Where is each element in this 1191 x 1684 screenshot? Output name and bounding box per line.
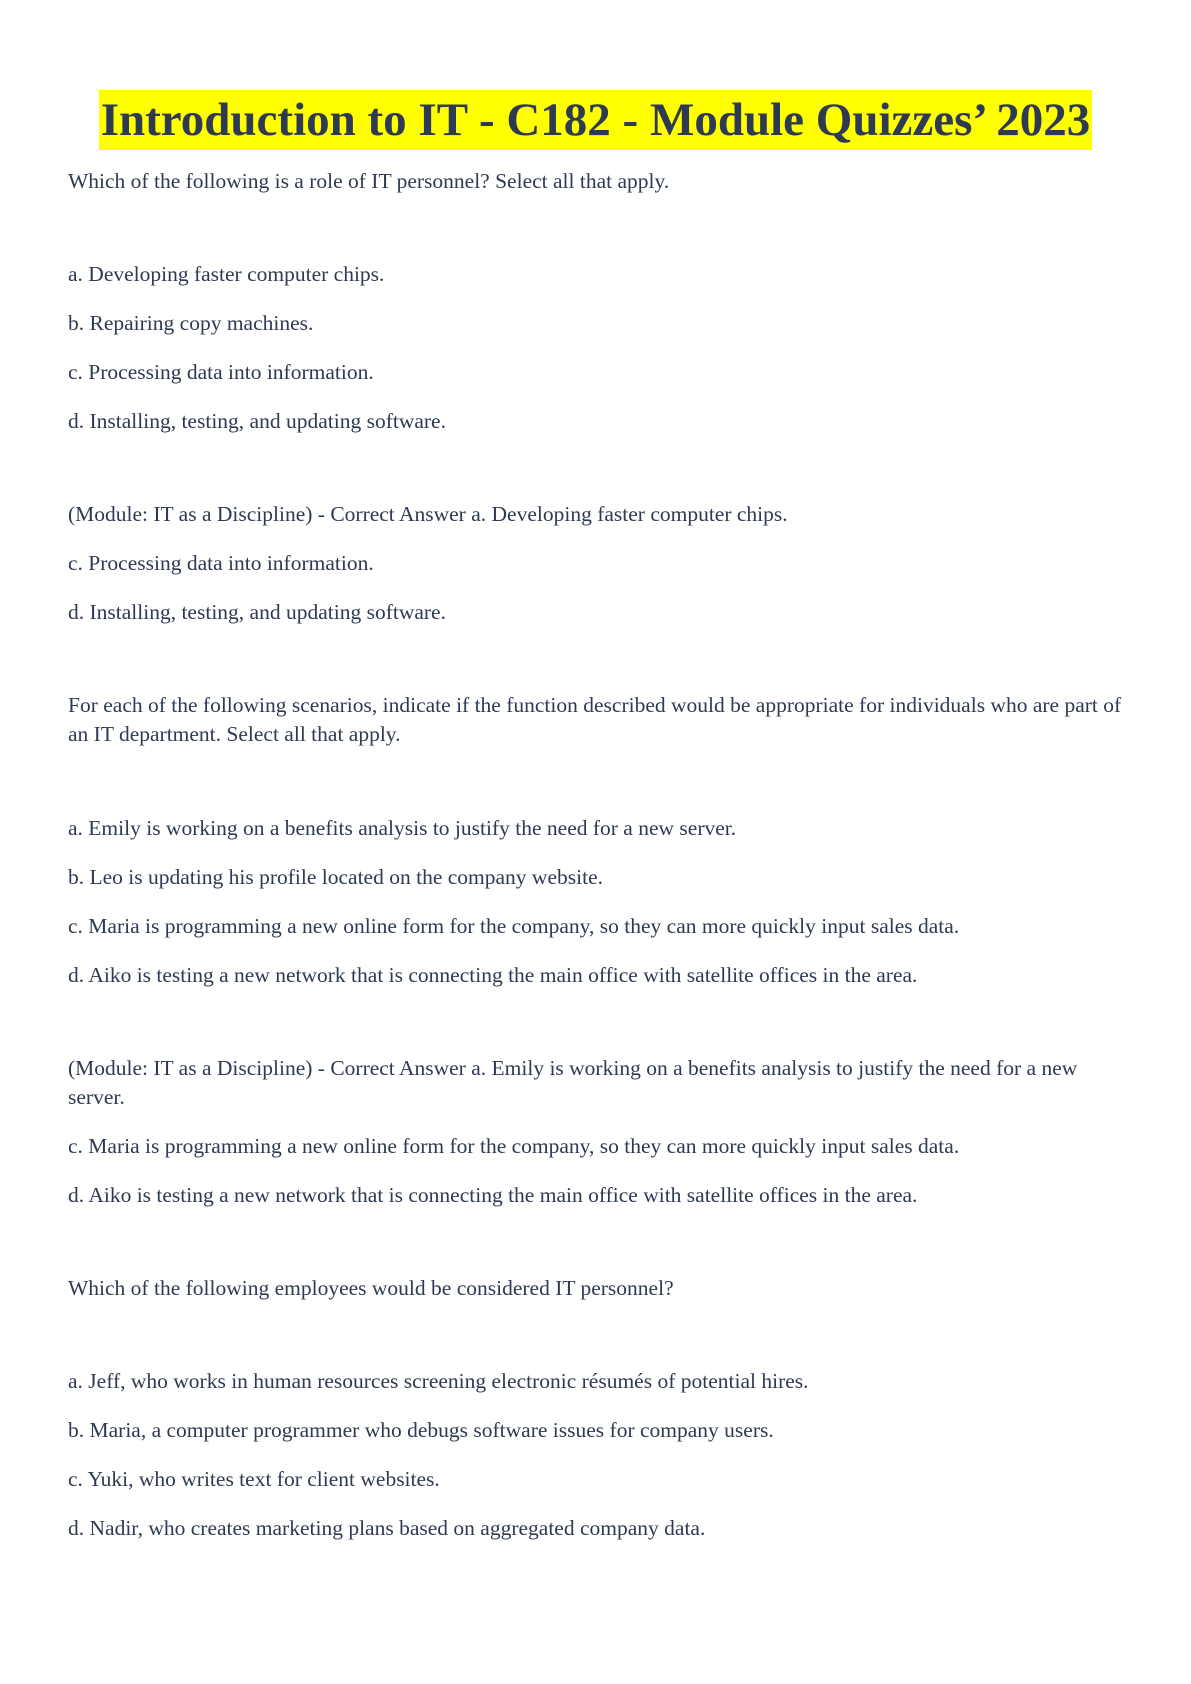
q1-answer-d: d. Installing, testing, and updating software. <box>68 600 446 624</box>
question-1: Which of the following is a role of IT personnel? Select all that apply. <box>68 169 670 193</box>
q2-option-b: b. Leo is updating his profile located on the company website. <box>68 865 603 889</box>
title-container <box>0 90 1191 150</box>
q2-answer-d: d. Aiko is testing a new network that is connecting the main office with satellite offices in the area. <box>68 1183 918 1207</box>
document-title: Introduction to IT - C182 - Module Quizzes’ 2023 <box>99 90 1093 150</box>
q2-option-d: d. Aiko is testing a new network that is connecting the main office with satellite offices in the area. <box>68 963 918 987</box>
q1-option-a: a. Developing faster computer chips. <box>68 262 385 286</box>
q3-option-a: a. Jeff, who works in human resources screening electronic résumés of potential hires. <box>68 1369 809 1393</box>
question-3: Which of the following employees would be considered IT personnel? <box>68 1276 674 1300</box>
q2-answer-c: c. Maria is programming a new online form for the company, so they can more quickly input sales data. <box>68 1134 960 1158</box>
q1-answer: (Module: IT as a Discipline) - Correct Answer a. Developing faster computer chips. <box>68 502 788 526</box>
q2-option-c: c. Maria is programming a new online form for the company, so they can more quickly input sales data. <box>68 914 960 938</box>
q1-option-b: b. Repairing copy machines. <box>68 311 314 335</box>
q3-option-b: b. Maria, a computer programmer who debugs software issues for company users. <box>68 1418 774 1442</box>
q1-option-c: c. Processing data into information. <box>68 360 374 384</box>
q3-option-d: d. Nadir, who creates marketing plans based on aggregated company data. <box>68 1516 706 1540</box>
q1-option-d: d. Installing, testing, and updating software. <box>68 409 446 433</box>
q1-answer-c: c. Processing data into information. <box>68 551 374 575</box>
question-2: For each of the following scenarios, indicate if the function described would be appropriate for individuals who are part of an IT department. Select all that apply. <box>68 693 1122 746</box>
q2-answer: (Module: IT as a Discipline) - Correct Answer a. Emily is working on a benefits analysis to justify the need for a new server. <box>68 1056 1078 1109</box>
q2-option-a: a. Emily is working on a benefits analysis to justify the need for a new server. <box>68 816 737 840</box>
q3-option-c: c. Yuki, who writes text for client websites. <box>68 1467 440 1491</box>
